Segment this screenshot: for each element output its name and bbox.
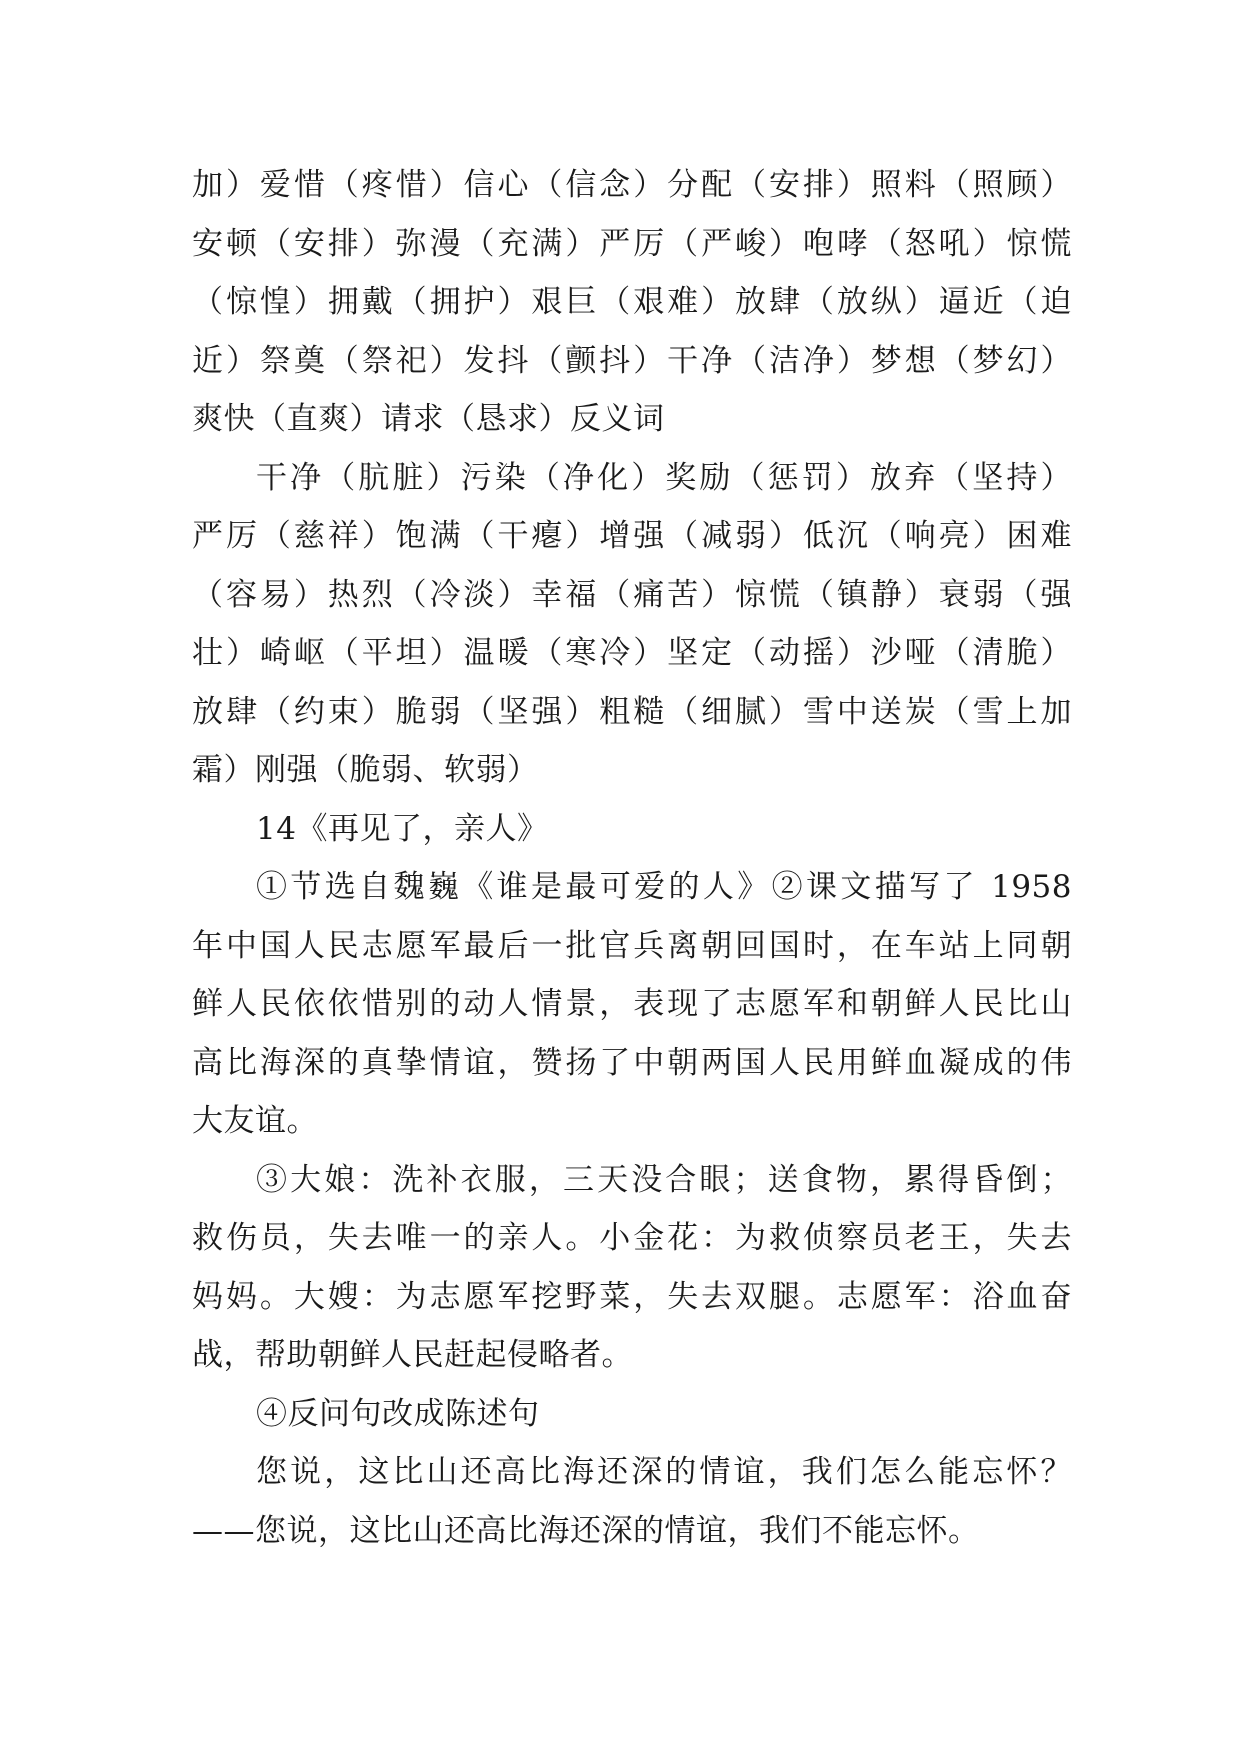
lesson-title: 14《再见了，亲人》 — [256, 810, 549, 847]
text-line-19: 救伤员，失去唯一的亲人。小金花：为救侦察员老王，失去 — [192, 1220, 1072, 1256]
text-line-3: （惊惶）拥戴（拥护）艰巨（艰难）放肆（放纵）逼近（迫 — [192, 284, 1072, 320]
text-line-9: 壮）崎岖（平坦）温暖（寒冷）坚定（动摇）沙哑（清脆） — [192, 635, 1072, 671]
text-line-13: ①节选自魏巍《谁是最可爱的人》②课文描写了 1958 — [256, 869, 1072, 905]
text-line-18: ③大娘：洗补衣服，三天没合眼；送食物，累得昏倒； — [256, 1161, 1072, 1198]
text-line-14: 年中国人民志愿军最后一批官兵离朝回国时，在车站上同朝 — [192, 927, 1072, 964]
text-line-2: 安顿（安排）弥漫（充满）严厉（严峻）咆哮（怒吼）惊慌 — [192, 225, 1072, 262]
text-line-20: 妈妈。大嫂：为志愿军挖野菜，失去双腿。志愿军：浴血奋 — [192, 1278, 1072, 1315]
text-line-8: （容易）热烈（冷淡）幸福（痛苦）惊慌（镇静）衰弱（强 — [192, 576, 1072, 613]
text-line-4: 近）祭奠（祭祀）发抖（颤抖）干净（洁净）梦想（梦幻） — [192, 342, 1072, 379]
text-line-16: 高比海深的真挚情谊，赞扬了中朝两国人民用鲜血凝成的伟 — [192, 1044, 1072, 1081]
document-page — [192, 156, 1072, 1560]
text-line-17: 大友谊。 — [192, 1103, 318, 1139]
text-line-24: ——您说，这比山还高比海还深的情谊，我们不能忘怀。 — [192, 1512, 980, 1549]
text-line-1: 加）爱惜（疼惜）信心（信念）分配（安排）照料（照顾） — [192, 167, 1072, 203]
text-line-6: 干净（肮脏）污染（净化）奖励（惩罚）放弃（坚持） — [256, 459, 1072, 496]
text-line-5: 爽快（直爽）请求（恳求）反义词 — [192, 401, 665, 437]
text-line-10: 放肆（约束）脆弱（坚强）粗糙（细腻）雪中送炭（雪上加 — [192, 693, 1072, 730]
text-line-7: 严厉（慈祥）饱满（干瘪）增强（减弱）低沉（响亮）困难 — [192, 518, 1072, 554]
text-line-23: 您说，这比山还高比海还深的情谊，我们怎么能忘怀？ — [256, 1454, 1072, 1490]
text-line-15: 鲜人民依依惜别的动人情景，表现了志愿军和朝鲜人民比山 — [192, 986, 1072, 1022]
text-line-22: ④反问句改成陈述句 — [256, 1395, 540, 1432]
text-line-11: 霜）刚强（脆弱、软弱） — [192, 752, 539, 788]
text-line-21: 战，帮助朝鲜人民赶起侵略者。 — [192, 1337, 633, 1373]
